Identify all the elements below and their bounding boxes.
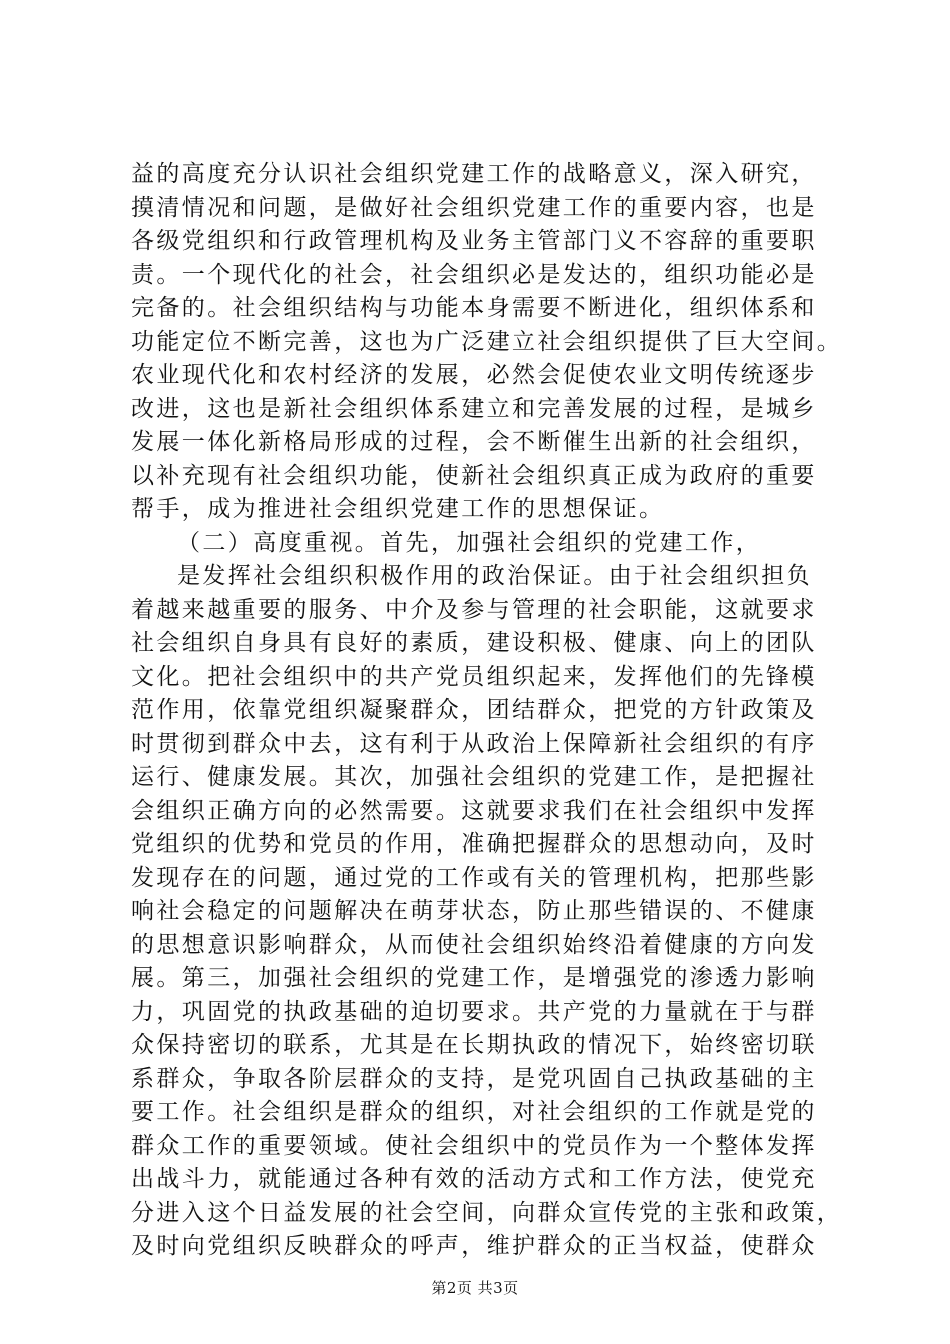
text-line: 力，巩固党的执政基础的迫切要求。共产党的力量就在于与群 bbox=[131, 998, 817, 1025]
section-heading-line: （二）高度重视。首先，加强社会组织的党建工作， bbox=[177, 529, 762, 556]
text-line: 帮手，成为推进社会组织党建工作的思想保证。 bbox=[131, 496, 665, 522]
text-line: 会组织正确方向的必然需要。这就要求我们在社会组织中发挥 bbox=[131, 797, 817, 824]
text-line: 改进，这也是新社会组织体系建立和完善发展的过程，是城乡 bbox=[131, 395, 817, 422]
body-text bbox=[131, 158, 851, 1264]
text-line: 完备的。社会组织结构与功能本身需要不断进化，组织体系和 bbox=[131, 295, 817, 321]
text-line: 功能定位不断完善，这也为广泛建立社会组织提供了巨大空间。 bbox=[131, 328, 843, 355]
text-line: 及时向党组织反映群众的呼声，维护群众的正当权益，使群众 bbox=[131, 1233, 817, 1259]
text-line: 各级党组织和行政管理机构及业务主管部门义不容辞的重要职 bbox=[131, 228, 817, 254]
text-line: 出战斗力，就能通过各种有效的活动方式和工作方法，使党充 bbox=[131, 1166, 817, 1192]
text-line: 以补充现有社会组织功能，使新社会组织真正成为政府的重要 bbox=[131, 462, 817, 489]
text-line: 分进入这个日益发展的社会空间，向群众宣传党的主张和政策， bbox=[131, 1199, 843, 1226]
text-line: 运行、健康发展。其次，加强社会组织的党建工作，是把握社 bbox=[131, 764, 817, 790]
text-line: 着越来越重要的服务、中介及参与管理的社会职能，这就要求 bbox=[131, 596, 817, 623]
text-line: 响社会稳定的问题解决在萌芽状态，防止那些错误的、不健康 bbox=[131, 898, 817, 924]
text-line: 系群众，争取各阶层群众的支持，是党巩固自己执政基础的主 bbox=[131, 1065, 817, 1092]
text-line: 农业现代化和农村经济的发展，必然会促使农业文明传统逐步 bbox=[131, 362, 817, 388]
text-line: 文化。把社会组织中的共产党员组织起来，发挥他们的先锋模 bbox=[131, 663, 817, 690]
text-line: 责。一个现代化的社会，社会组织必是发达的，组织功能必是 bbox=[131, 261, 817, 288]
text-line: 社会组织自身具有良好的素质，建设积极、健康、向上的团队 bbox=[131, 630, 817, 656]
text-line: 是发挥社会组织积极作用的政治保证。由于社会组织担负 bbox=[177, 563, 812, 589]
text-line: 益的高度充分认识社会组织党建工作的战略意义，深入研究， bbox=[131, 161, 817, 187]
text-line: 展。第三，加强社会组织的党建工作，是增强党的渗透力影响 bbox=[131, 965, 817, 991]
text-line: 群众工作的重要领域。使社会组织中的党员作为一个整体发挥 bbox=[131, 1132, 817, 1159]
text-line: 要工作。社会组织是群众的组织，对社会组织的工作就是党的 bbox=[131, 1099, 817, 1125]
text-line: 时贯彻到群众中去，这有利于从政治上保障新社会组织的有序 bbox=[131, 730, 817, 757]
text-line: 发现存在的问题，通过党的工作或有关的管理机构，把那些影 bbox=[131, 864, 817, 891]
text-line: 党组织的优势和党员的作用，准确把握群众的思想动向，及时 bbox=[131, 831, 817, 857]
text-line: 众保持密切的联系，尤其是在长期执政的情况下，始终密切联 bbox=[131, 1032, 817, 1058]
text-line: 范作用，依靠党组织凝聚群众，团结群众，把党的方针政策及 bbox=[131, 697, 817, 723]
page-number-footer: 第2页 共3页 bbox=[431, 1279, 519, 1297]
text-line: 的思想意识影响群众，从而使社会组织始终沿着健康的方向发 bbox=[131, 931, 817, 958]
text-line: 发展一体化新格局形成的过程，会不断催生出新的社会组织， bbox=[131, 429, 817, 455]
text-line: 摸清情况和问题，是做好社会组织党建工作的重要内容，也是 bbox=[131, 194, 817, 221]
